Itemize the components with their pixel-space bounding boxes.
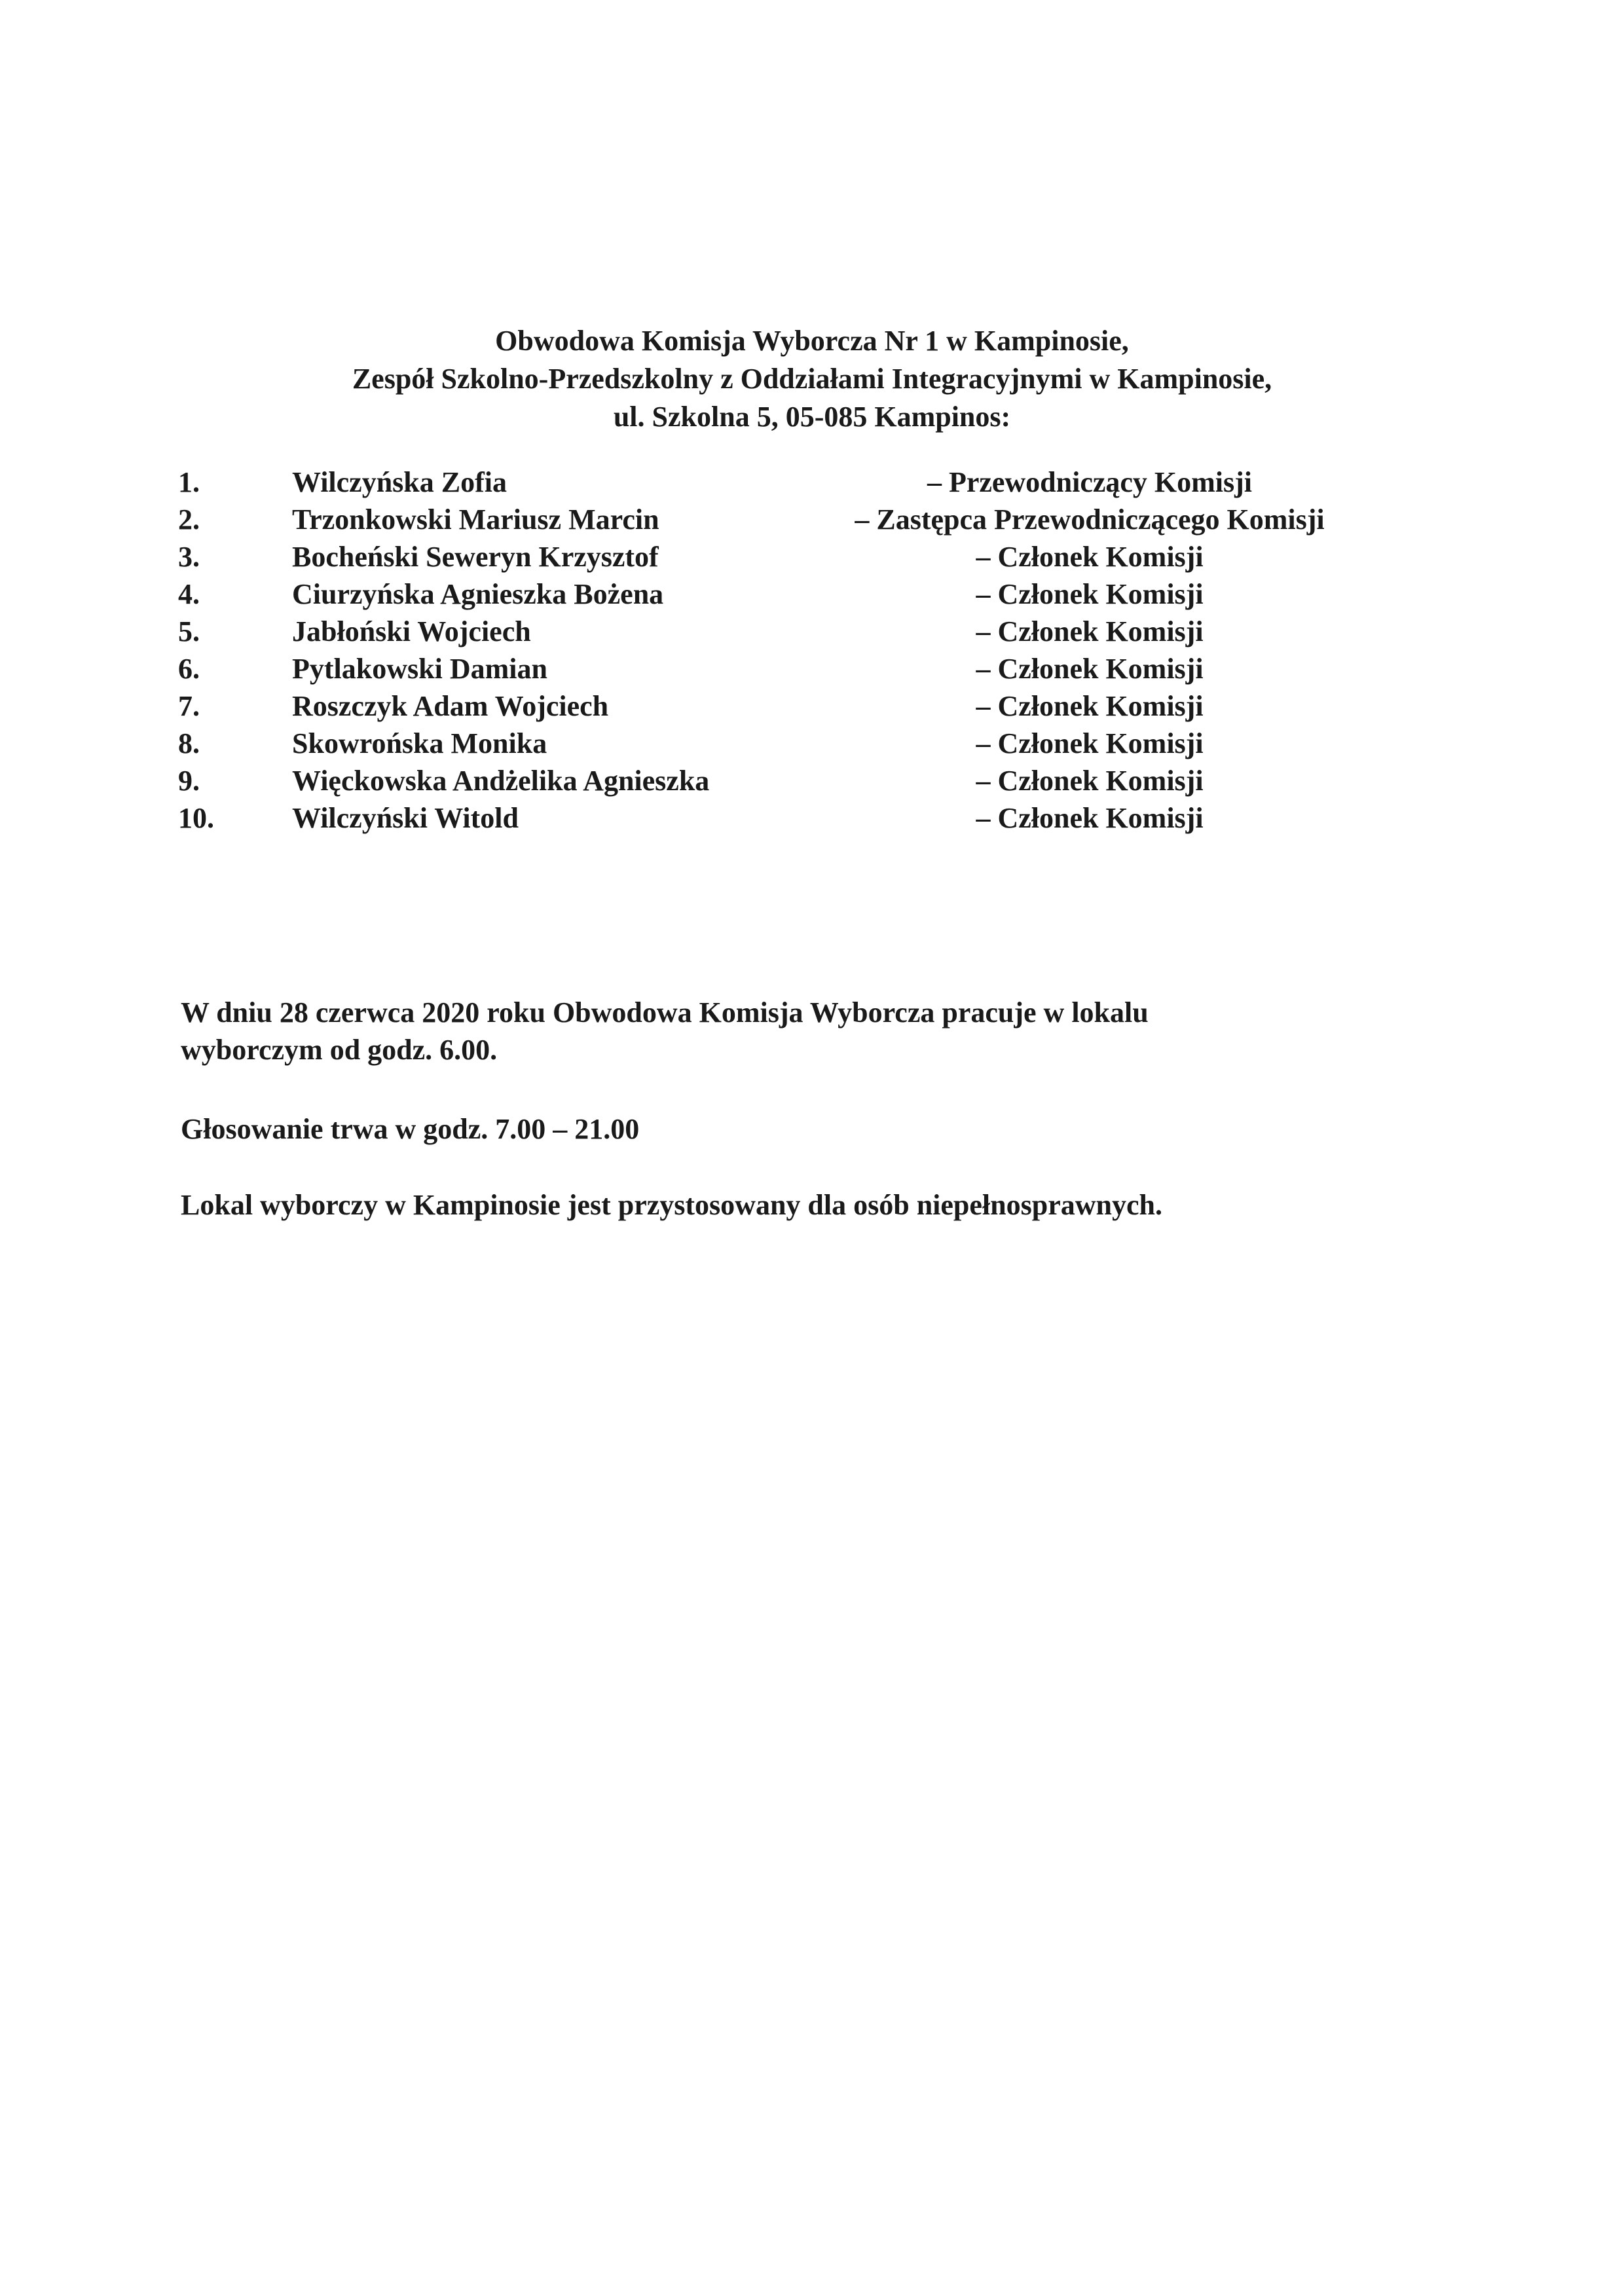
member-number: 10. (178, 802, 214, 834)
accessibility-text: Lokal wyborczy w Kampinosie jest przystosowany dla osób niepełnosprawnych. (181, 1189, 1162, 1221)
member-name: Więckowska Andżelika Agnieszka (292, 765, 710, 797)
member-role: – Członek Komisji (976, 727, 1204, 759)
list-item (0, 575, 1624, 613)
member-number: 7. (178, 690, 200, 722)
list-item (0, 613, 1624, 651)
member-name: Trzonkowski Mariusz Marcin (292, 503, 659, 536)
voting-hours-text: Głosowanie trwa w godz. 7.00 – 21.00 (181, 1113, 640, 1145)
member-role: – Członek Komisji (976, 802, 1204, 834)
member-name: Wilczyńska Zofia (292, 466, 507, 498)
list-item (0, 799, 1624, 837)
member-role: – Członek Komisji (976, 578, 1204, 610)
member-name: Ciurzyńska Agnieszka Bożena (292, 578, 664, 610)
member-role: – Członek Komisji (976, 541, 1204, 573)
member-number: 6. (178, 653, 200, 685)
heading-venue-address: ul. Szkolna 5, 05-085 Kampinos: (613, 401, 1011, 433)
member-role: – Zastępca Przewodniczącego Komisji (855, 503, 1325, 536)
member-name: Bocheński Seweryn Krzysztof (292, 541, 659, 573)
member-role: – Członek Komisji (976, 615, 1204, 647)
list-item (0, 650, 1624, 688)
list-item (0, 725, 1624, 763)
list-item (0, 762, 1624, 800)
member-name: Pytlakowski Damian (292, 653, 547, 685)
member-name: Jabłoński Wojciech (292, 615, 531, 647)
member-role: – Członek Komisji (976, 690, 1204, 722)
member-role: – Członek Komisji (976, 765, 1204, 797)
list-item (0, 687, 1624, 725)
work-hours-note (181, 994, 1149, 1068)
member-role: – Przewodniczący Komisji (927, 466, 1253, 498)
heading-venue-name: Zespół Szkolno-Przedszkolny z Oddziałami Integracyjnymi w Kampinosie, (352, 363, 1272, 395)
member-number: 9. (178, 765, 200, 797)
work-hours-line: wyborczym od godz. 6.00. (181, 1034, 498, 1066)
member-number: 5. (178, 615, 200, 647)
voting-hours-note (181, 1110, 639, 1148)
member-name: Wilczyński Witold (292, 802, 519, 834)
member-number: 4. (178, 578, 200, 610)
heading-committee-name: Obwodowa Komisja Wyborcza Nr 1 w Kampinosie, (495, 325, 1129, 357)
work-hours-line: W dniu 28 czerwca 2020 roku Obwodowa Komisja Wyborcza pracuje w lokalu (181, 996, 1149, 1029)
member-name: Skowrońska Monika (292, 727, 547, 759)
member-name: Roszczyk Adam Wojciech (292, 690, 609, 722)
list-item (0, 538, 1624, 576)
list-item (0, 464, 1624, 501)
document-heading (0, 322, 1624, 436)
member-number: 3. (178, 541, 200, 573)
member-number: 1. (178, 466, 200, 498)
list-item (0, 501, 1624, 539)
member-number: 2. (178, 503, 200, 536)
accessibility-note (181, 1186, 1162, 1224)
member-number: 8. (178, 727, 200, 759)
member-role: – Członek Komisji (976, 653, 1204, 685)
